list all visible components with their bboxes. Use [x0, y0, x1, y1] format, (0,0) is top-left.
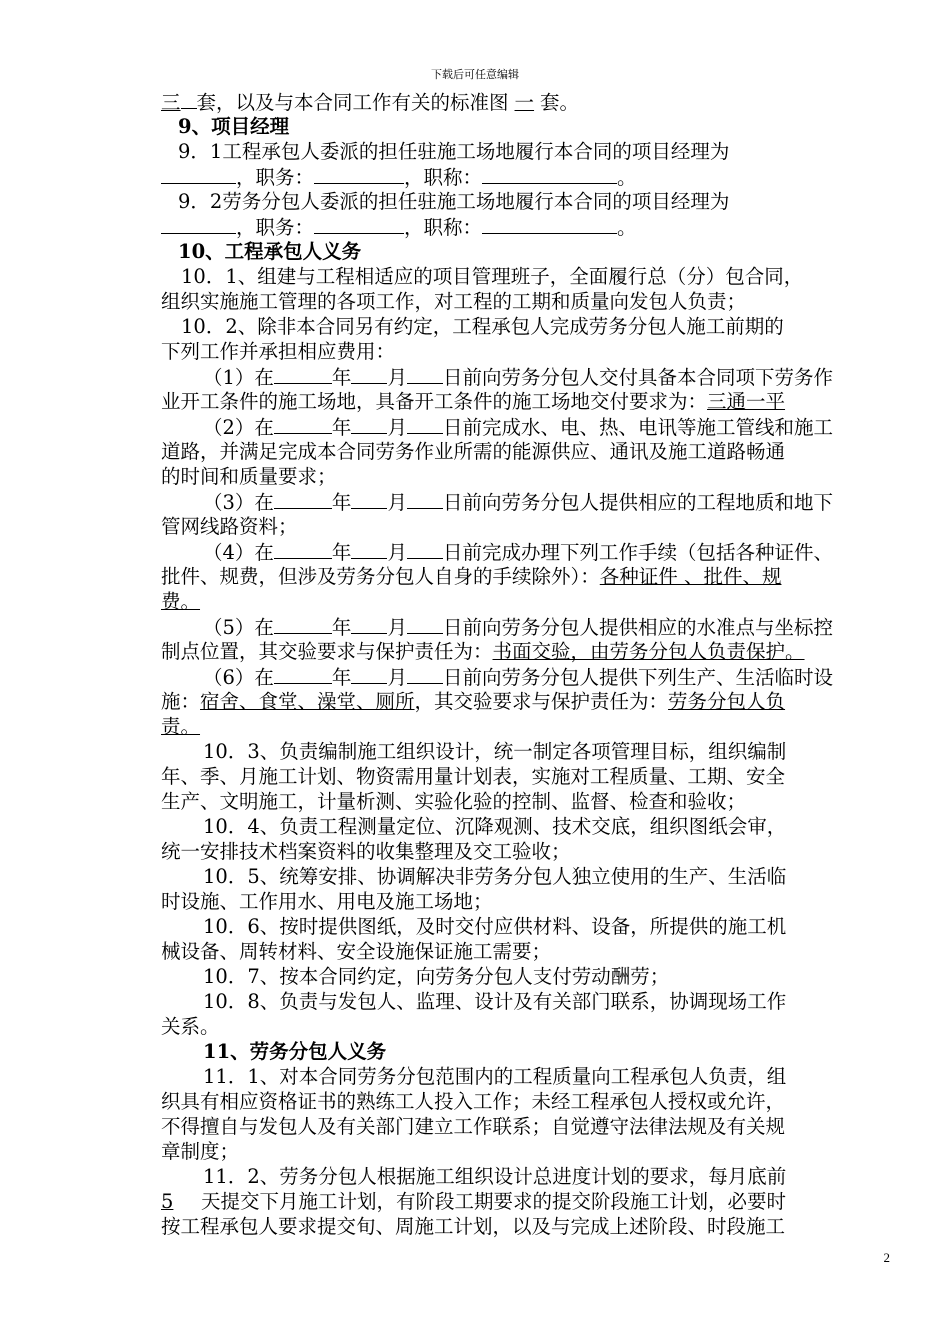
text-line: 组织实施施工管理的各项工作，对工程的工期和质量向发包人负责；: [161, 290, 747, 313]
text-line: 按工程承包人要求提交旬、周施工计划，以及与完成上述阶段、时段施工: [161, 1215, 786, 1238]
text-line: 11．2、劳务分包人根据施工组织设计总进度计划的要求，每月底前: [203, 1165, 787, 1188]
text-line: 10．1、组建与工程相适应的项目管理班子，全面履行总（分）包合同，: [181, 265, 804, 288]
text-line: （5）在 年 月 日前向劳务分包人提供相应的水准点与坐标控: [203, 616, 833, 639]
blank-field[interactable]: [274, 414, 332, 434]
blank-field[interactable]: [351, 539, 387, 559]
text-line: 11．1、对本合同劳务分包范围内的工程质量向工程承包人负责，组: [203, 1065, 787, 1088]
text-line: 5 天提交下月施工计划，有阶段工期要求的提交阶段施工计划，必要时: [161, 1190, 787, 1213]
blank-field[interactable]: [161, 164, 236, 184]
text-line: 批件、规费，但涉及劳务分包人自身的手续除外）：各种证件 、批件、规: [161, 565, 782, 588]
text-line: ，职务： ，职称： 。: [161, 214, 891, 241]
text-line: 道路，并满足完成本合同劳务作业所需的能源供应、通讯及施工道路畅通: [161, 440, 786, 463]
text-line: 械设备、周转材料、安全设施保证施工需要；: [161, 940, 552, 963]
text-line: 章制度；: [161, 1140, 240, 1163]
blank-field[interactable]: [351, 489, 387, 509]
blank-field[interactable]: [274, 664, 332, 684]
text-line: 时设施、工作用水、用电及施工场地；: [161, 890, 493, 913]
text-line: （3）在 年 月 日前向劳务分包人提供相应的工程地质和地下: [203, 491, 833, 514]
text-line: 10．6、按时提供图纸，及时交付应供材料、设备，所提供的施工机: [203, 915, 787, 938]
text-line: 业开工条件的施工场地，具备开工条件的施工场地交付要求为：三通一平: [161, 390, 786, 413]
text-line: 关系。: [161, 1015, 220, 1038]
blank-field[interactable]: [274, 364, 332, 384]
text-line: 年、季、月施工计划、物资需用量计划表，实施对工程质量、工期、安全: [161, 765, 786, 788]
blank-field[interactable]: [351, 614, 387, 634]
blank-field[interactable]: [407, 614, 443, 634]
blank-field[interactable]: [274, 614, 332, 634]
text-line: 的时间和质量要求；: [161, 465, 337, 488]
blank-field[interactable]: [161, 214, 236, 234]
text-line: 10．4、负责工程测量定位、沉降观测、技术交底，组织图纸会审，: [203, 815, 787, 838]
blank-field[interactable]: [407, 414, 443, 434]
page-header: 下载后可任意编辑: [431, 68, 519, 81]
blank-field[interactable]: [351, 664, 387, 684]
section-11-title: 11、劳务分包人义务: [203, 1040, 387, 1063]
blank-field[interactable]: [407, 664, 443, 684]
text-line: 不得擅自与发包人及有关部门建立工作联系；自觉遵守法律法规及有关规: [161, 1115, 786, 1138]
text-line: （4）在 年 月 日前完成办理下列工作手续（包括各种证件、: [203, 541, 833, 564]
blank-field[interactable]: [482, 164, 617, 184]
text-line: 费。: [161, 590, 201, 613]
text-line: 制点位置，其交验要求与保护责任为：书面交验，由劳务分包人负责保护。: [161, 640, 805, 663]
blank-field[interactable]: [314, 214, 404, 234]
text-line: 10．3、负责编制施工组织设计，统一制定各项管理目标，组织编制: [203, 740, 787, 763]
section-9-title: 9、项目经理: [178, 115, 290, 138]
text-line: （1）在 年 月 日前向劳务分包人交付具备本合同项下劳务作: [203, 366, 833, 389]
blank-field[interactable]: [314, 164, 404, 184]
section-10-title: 10、工程承包人义务: [178, 240, 362, 263]
text-line: 织具有相应资格证书的熟练工人投入工作；未经工程承包人授权或允许，: [161, 1090, 786, 1113]
text-line: 10．8、负责与发包人、监理、设计及有关部门联系，协调现场工作: [203, 990, 787, 1013]
text-line: 9．1工程承包人委派的担任驻施工场地履行本合同的项目经理为: [178, 140, 730, 163]
blank-field[interactable]: [482, 214, 617, 234]
text-line: 管网线路资料；: [161, 515, 298, 538]
page-number: 2: [883, 1250, 890, 1265]
text-line: （6）在 年 月 日前向劳务分包人提供下列生产、生活临时设: [203, 666, 833, 689]
blank-field[interactable]: [407, 364, 443, 384]
text-line: 生产、文明施工，计量析测、实验化验的控制、监督、检查和验收；: [161, 790, 747, 813]
blank-field[interactable]: [351, 414, 387, 434]
blank-field[interactable]: [274, 539, 332, 559]
text-line: ，职务： ，职称： 。: [161, 164, 891, 191]
text-line: 三 套，以及与本合同工作有关的标准图 一 套。: [161, 91, 580, 114]
text-line: 统一安排技术档案资料的收集整理及交工验收；: [161, 840, 571, 863]
text-line: 下列工作并承担相应费用：: [161, 340, 396, 363]
blank-field[interactable]: [351, 364, 387, 384]
blank-field[interactable]: [407, 489, 443, 509]
text-line: 10．2、除非本合同另有约定，工程承包人完成劳务分包人施工前期的: [181, 315, 784, 338]
text-line: 10．7、按本合同约定，向劳务分包人支付劳动酬劳；: [203, 965, 670, 988]
text-line: 10．5、统筹安排、协调解决非劳务分包人独立使用的生产、生活临: [203, 865, 787, 888]
text-line: 施：宿舍、食堂、澡堂、厕所，其交验要求与保护责任为：劳务分包人负: [161, 690, 786, 713]
text-line: 9．2劳务分包人委派的担任驻施工场地履行本合同的项目经理为: [178, 190, 730, 213]
text-line: 责。: [161, 715, 201, 738]
blank-field[interactable]: [274, 489, 332, 509]
text-line: （2）在 年 月 日前完成水、电、热、电讯等施工管线和施工: [203, 416, 833, 439]
blank-field[interactable]: [407, 539, 443, 559]
